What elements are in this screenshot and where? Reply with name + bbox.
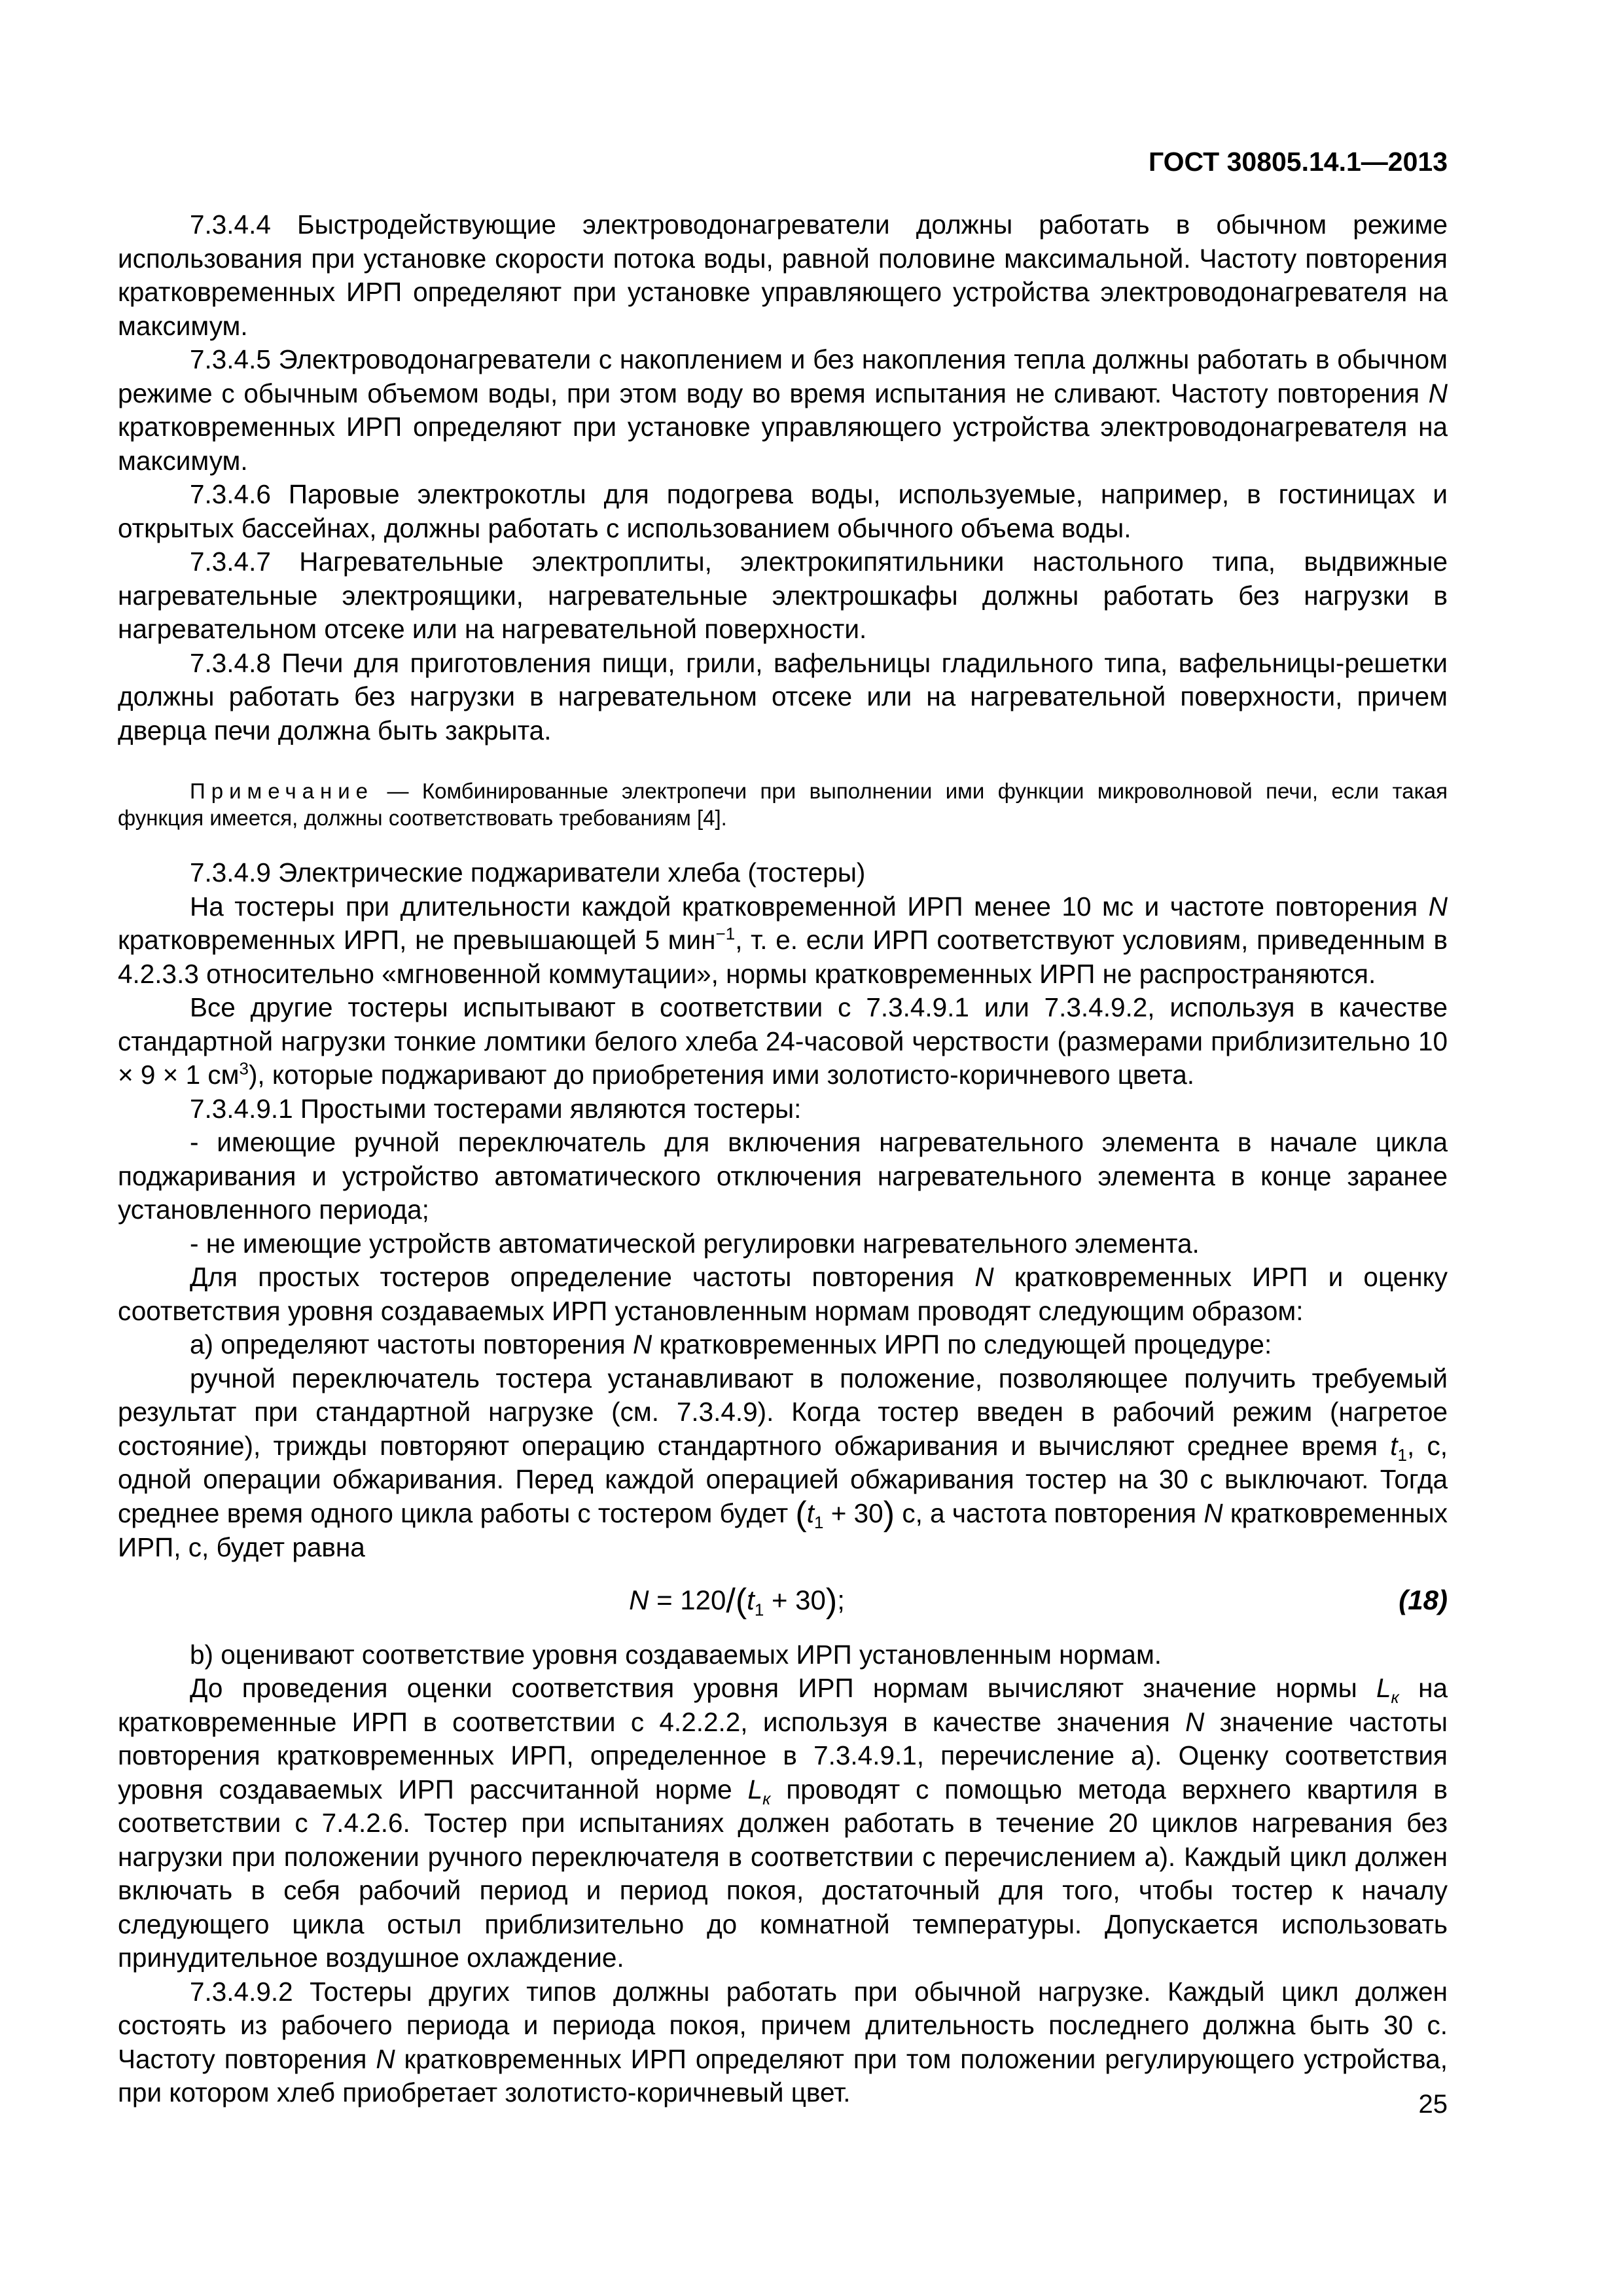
paragraph-7-3-4-7: 7.3.4.7 Нагревательные электроплиты, электрокипятильники настольного типа, выдвижные нагревательные электроящики, нагревательные электрошкафы должны работать без нагрузки в нагревательном отсеке или на нагревательной поверхности. xyxy=(118,547,1448,644)
list-item-bullet-1: - имеющие ручной переключатель для включения нагревательного элемента в начале цикла поджаривания и устройство автоматического отключения нагревательного элемента в конце заранее установленного периода; xyxy=(118,1127,1448,1225)
note xyxy=(118,778,1448,831)
note-label: Примечание xyxy=(190,779,374,803)
paragraph-7-3-4-5: 7.3.4.5 Электроводонагреватели с накоплением и без накопления тепла должны работать в обычном режиме с обычным объемом воды, при этом воду во время испытания не сливают. Частоту повторения N кратковременных ИРП определяют при установке управляющего устройства электроводонагревателя на максимум. xyxy=(118,344,1448,476)
formula-18 xyxy=(118,1573,1448,1630)
list-item-a: a) определяют частоты повторения N кратковременных ИРП по следующей процедуре: xyxy=(190,1329,1272,1359)
paragraph-7-3-4-6: 7.3.4.6 Паровые электрокотлы для подогрева воды, используемые, например, в гостиницах и открытых бассейнах, должны работать с использованием обычного объема воды. xyxy=(118,479,1448,543)
formula-number: (18) xyxy=(1399,1584,1448,1615)
list-item-bullet-2: - не имеющие устройств автоматической регулировки нагревательного элемента. xyxy=(190,1228,1200,1259)
paragraph-7-3-4-9: 7.3.4.9 Электрические поджариватели хлеба (тостеры) xyxy=(190,857,866,888)
document-header: ГОСТ 30805.14.1—2013 xyxy=(1148,147,1448,177)
paragraph-norm-evaluation: До проведения оценки соответствия уровня ИРП нормам вычисляют значение нормы $L_к$ на кратковременные ИРП в соответствии с 4.2.2.2, используя в качестве значения N значение частоты повторения кратковременных ИРП, определенное в 7.3.4.9.1, перечисление a). Оценку соответствия уровня создаваемых ИРП рассчитанной норме $L_к$ проводят с помощью метода верхнего квартиля в соответствии с 7.4.2.6. Тостер при испытаниях должен работать в течение 20 циклов нагревания без нагрузки при положении ручного переключателя в соответствии с перечислением a). Каждый цикл должен включать в себя рабочий период и период покоя, достаточный для того, чтобы тостер к началу следующего цикла остыл приблизительно до комнатной температуры. Допускается использовать принудительное воздушное охлаждение. xyxy=(118,1673,1448,1973)
paragraph-7-3-4-8: 7.3.4.8 Печи для приготовления пищи, грили, вафельницы гладильного типа, вафельницы-решетки должны работать без нагрузки в нагревательном отсеке или на нагревательной поверхности, причем дверца печи должна быть закрыта. xyxy=(118,647,1448,745)
paragraph-7-3-4-4: 7.3.4.4 Быстродействующие электроводонагреватели должны работать в обычном режиме использования при установке скорости потока воды, равной половине максимальной. Частоту повторения кратковременных ИРП определяют при установке управляющего устройства электроводонагревателя на максимум. xyxy=(118,209,1448,341)
paragraph-simple-toasters: Для простых тостеров определение частоты повторения N кратковременных ИРП и оценку соответствия уровня создаваемых ИРП установленным нормам проводят следующим образом: xyxy=(118,1262,1448,1326)
paragraph-7-3-4-9-2: 7.3.4.9.2 Тостеры других типов должны работать при обычной нагрузке. Каждый цикл должен состоять из рабочего периода и периода покоя, причем длительность последнего должна быть 30 с. Частоту повторения N кратковременных ИРП определяют при том положении регулирующего устройства, при котором хлеб приобретает золотисто-коричневый цвет. xyxy=(118,1976,1448,2108)
document-body xyxy=(118,208,1448,2110)
paragraph-switch-procedure: ручной переключатель тостера устанавливают в положение, позволяющее получить требуемый результат при стандартной нагрузке (см. 7.3.4.9). Когда тостер введен в рабочий режим (нагретое состояние), трижды повторяют операцию стандартного обжаривания и вычисляют среднее время $t_1$, с, одной операции обжаривания. Перед каждой операцией обжаривания тостер на 30 с выключают. Тогда среднее время одного цикла работы с тостером будет $(t_1 + 30)$ с, а частота повторения N кратковременных ИРП, с, будет равна xyxy=(118,1363,1448,1562)
page-number: 25 xyxy=(1418,2090,1448,2119)
list-item-b: b) оценивают соответствие уровня создаваемых ИРП установленным нормам. xyxy=(190,1639,1162,1670)
paragraph-7-3-4-9-1: 7.3.4.9.1 Простыми тостерами являются тостеры: xyxy=(190,1093,802,1124)
paragraph-other-toasters: Все другие тостеры испытывают в соответствии с 7.3.4.9.1 или 7.3.4.9.2, используя в качестве стандартной нагрузки тонкие ломтики белого хлеба 24-часовой черствости (размерами приблизительно 10 × 9 × 1 $см^3$), которые поджаривают до приобретения ими золотисто-коричневого цвета. xyxy=(118,992,1448,1090)
note-text: — Комбинированные электропечи при выполнении ими функции микроволновой печи, если такая функция имеется, должны соответствовать требованиям [4]. xyxy=(118,779,1448,830)
formula-expression: $N = 120/(t_1 + 30)$; xyxy=(629,1581,845,1620)
paragraph-toasters-exemption: На тостеры при длительности каждой кратковременной ИРП менее 10 мс и частоте повторения N кратковременных ИРП, не превышающей 5 мин$^{-1}$, т. е. если ИРП соответствуют условиям, приведенным в 4.2.3.3 относительно «мгновенной коммутации», нормы кратковременных ИРП не распространяются. xyxy=(118,891,1448,989)
